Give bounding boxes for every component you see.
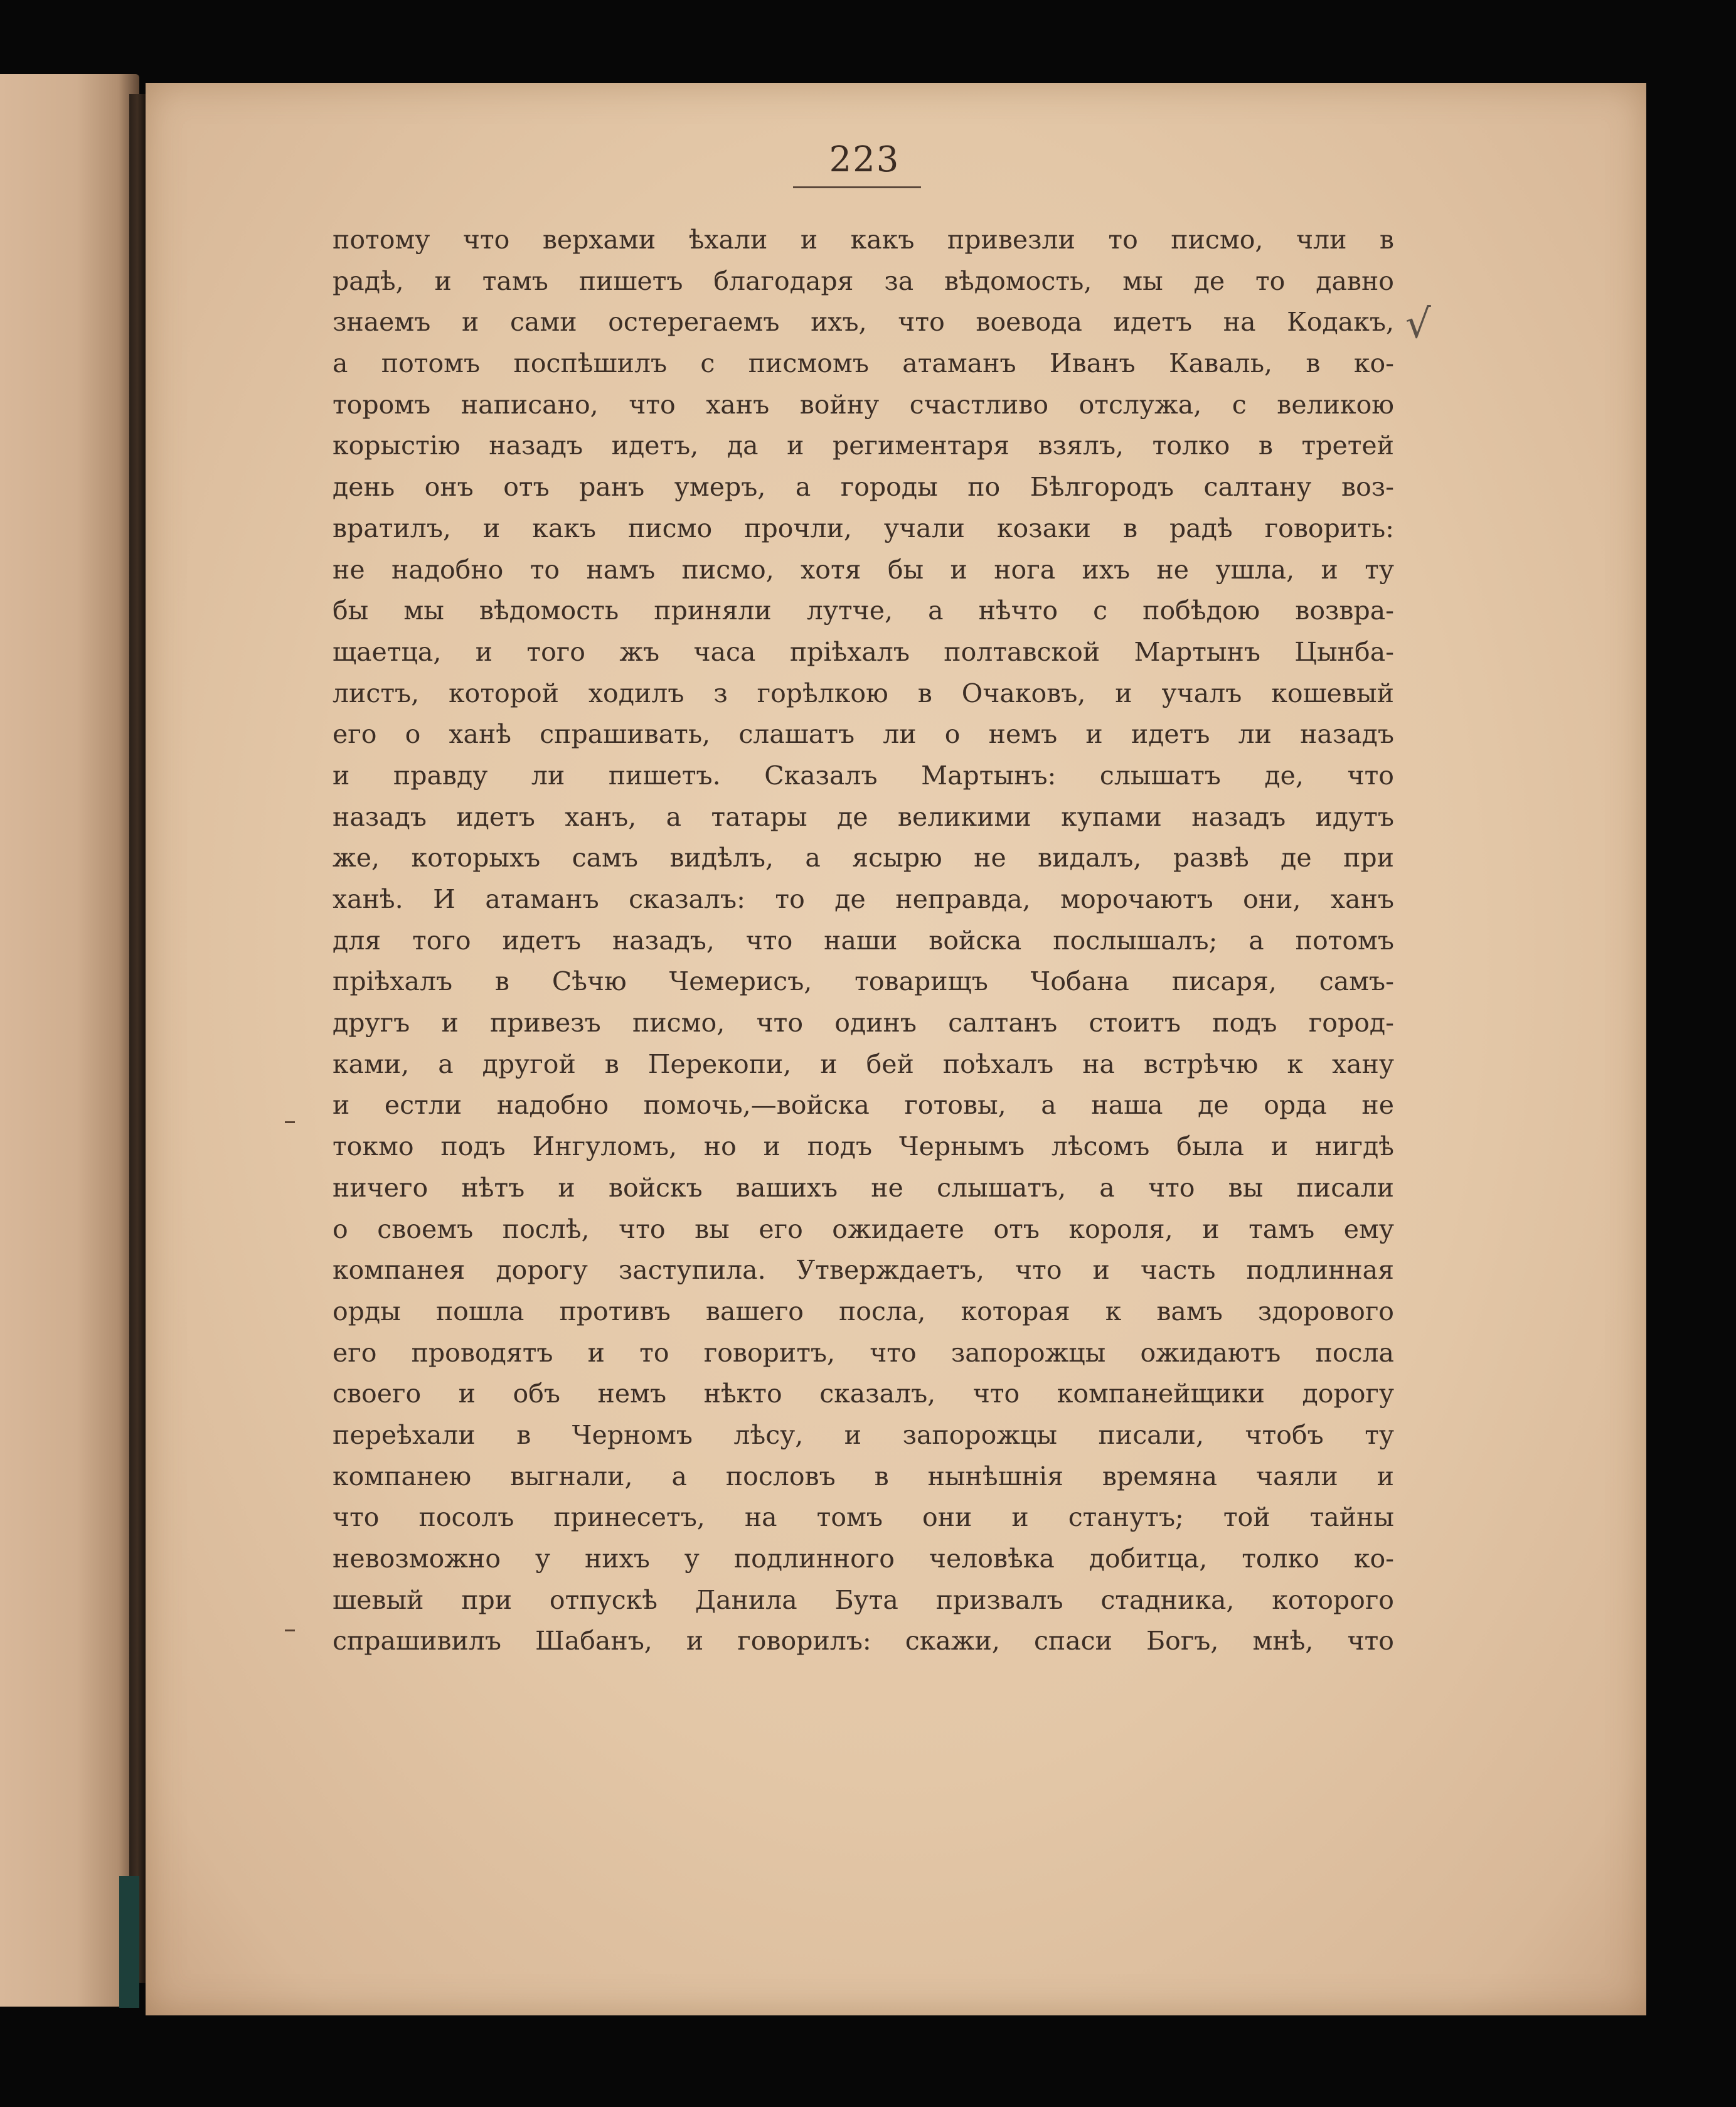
text-line: его о ханѣ спрашивать, слашатъ ли о немъ и идетъ ли назадъ <box>333 719 1394 750</box>
text-line: для того идетъ назадъ, что наши войска послышалъ; а потомъ <box>333 925 1394 956</box>
text-line: же, которыхъ самъ видѣлъ, а ясырю не видалъ, развѣ де при <box>333 843 1394 873</box>
text-line: а потомъ поспѣшилъ с писмомъ атаманъ Иванъ Каваль, в ко- <box>333 348 1394 379</box>
text-line: потому что верхами ѣхали и какъ привезли то писмо, чли в <box>333 225 1394 255</box>
page-number: 223 <box>829 139 900 180</box>
text-line: токмо подъ Ингуломъ, но и подъ Чернымъ лѣсомъ была и нигдѣ <box>333 1131 1394 1162</box>
text-line: и правду ли пишетъ. Сказалъ Мартынъ: слышатъ де, что <box>333 760 1394 791</box>
text-line: компанея дорогу заступила. Утверждаетъ, что и часть подлинная <box>333 1255 1394 1286</box>
text-line: торомъ написано, что ханъ войну счастливо отслужа, с великою <box>333 389 1394 420</box>
text-line: переѣхали в Черномъ лѣсу, и запорожцы писали, чтобъ ту <box>333 1419 1394 1450</box>
text-line: радѣ, и тамъ пишетъ благодаря за вѣдомость, мы де то давно <box>333 265 1394 296</box>
text-line: щаетца, и того жъ часа прiѣхалъ полтавской Мартынъ Цынба- <box>333 636 1394 667</box>
text-line: день онъ отъ ранъ умеръ, а городы по Бѣлгородъ салтану воз- <box>333 472 1394 503</box>
text-line: не надобно то намъ писмо, хотя бы и нога ихъ не ушла, и ту <box>333 554 1394 585</box>
text-line: листъ, которой ходилъ з горѣлкою в Очаковъ, и учалъ кошевый <box>333 678 1394 708</box>
text-line: ханѣ. И атаманъ сказалъ: то де неправда, морочаютъ они, ханъ <box>333 884 1394 914</box>
page-number-underline <box>793 186 921 188</box>
margin-check-mark: √ <box>1405 301 1431 348</box>
book-gutter <box>129 94 146 1983</box>
text-line: спрашивилъ Шабанъ, и говорилъ: скажи, спаси Богъ, мнѣ, что <box>333 1626 1394 1656</box>
text-line: ничего нѣтъ и войскъ вашихъ не слышатъ, а что вы писали <box>333 1172 1394 1203</box>
text-line: его проводятъ и то говоритъ, что запорожцы ожидаютъ посла <box>333 1337 1394 1368</box>
text-line: своего и объ немъ нѣкто сказалъ, что компанейщики дорогу <box>333 1379 1394 1409</box>
text-line: компанею выгнали, а пословъ в нынѣшнiя времяна чаяли и <box>333 1461 1394 1491</box>
text-line: ками, а другой в Перекопи, и бей поѣхалъ на встрѣчю к хану <box>333 1048 1394 1079</box>
text-line: что посолъ принесетъ, на томъ они и станутъ; той тайны <box>333 1502 1394 1533</box>
text-line: знаемъ и сами остерегаемъ ихъ, что воевода идетъ на Кодакъ, <box>333 307 1394 338</box>
text-line: вратилъ, и какъ писмо прочли, учали козаки в радѣ говорить: <box>333 513 1394 543</box>
text-line: бы мы вѣдомость приняли лутче, а нѣчто с побѣдою возвра- <box>333 595 1394 626</box>
text-line: прiѣхалъ в Сѣчю Чемерисъ, товарищъ Чобана писаря, самъ- <box>333 966 1394 997</box>
left-page-fragment <box>0 74 139 2007</box>
text-line: и естли надобно помочь,—войска готовы, а наша де орда не <box>333 1090 1394 1121</box>
text-line: орды пошла противъ вашего посла, которая к вамъ здорового <box>333 1296 1394 1326</box>
book-cover-edge <box>119 1876 139 2008</box>
text-line: шевый при отпускѣ Данила Бута призвалъ стадника, которого <box>333 1584 1394 1615</box>
text-line: корыстiю назадъ идетъ, да и региментаря взялъ, толко в третей <box>333 430 1394 461</box>
text-line: другъ и привезъ писмо, что одинъ салтанъ стоитъ подъ город- <box>333 1008 1394 1038</box>
text-line: о своемъ послѣ, что вы его ожидаете отъ короля, и тамъ ему <box>333 1214 1394 1244</box>
body-text <box>333 220 1394 1662</box>
text-line: невозможно у нихъ у подлинного человѣка добитца, толко ко- <box>333 1544 1394 1574</box>
page-edge-mark <box>285 1630 295 1631</box>
text-line: назадъ идетъ ханъ, а татары де великими купами назадъ идутъ <box>333 801 1394 832</box>
page-edge-mark <box>285 1121 295 1123</box>
